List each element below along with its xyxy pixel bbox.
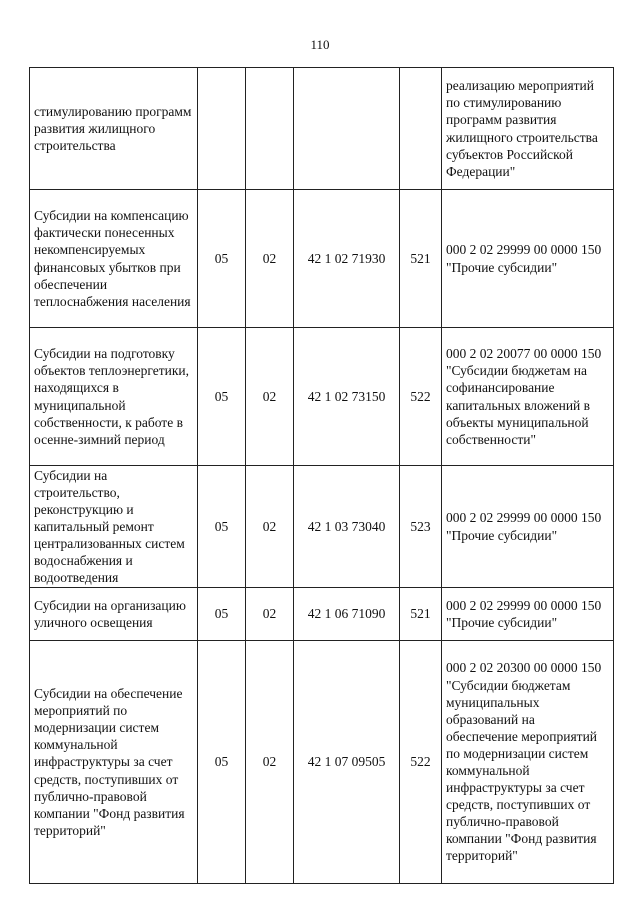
budget-table [29,67,614,884]
subsection-code: 02 [262,606,277,622]
section-code: 05 [214,754,229,770]
table-row [30,328,614,466]
income-code-cell [442,190,614,328]
section-cell [198,466,246,588]
target-code: 42 1 06 71090 [307,606,386,622]
subsection-cell [246,641,294,884]
expense-type-cell [400,466,442,588]
subsection-code: 02 [262,518,277,534]
expense-name: Субсидии на подготовку объектов теплоэнергетики, находящихся в муниципальной собственности, к работе в осенне-зимний период [34,346,190,447]
section-cell [198,588,246,641]
target-code-cell [294,68,400,190]
income-code-cell [442,68,614,190]
income-code-cell [442,588,614,641]
table-row [30,68,614,190]
expense-type: 521 [410,606,431,622]
income-code-cell [442,641,614,884]
target-code-cell [294,190,400,328]
expense-name-cell [30,641,198,884]
expense-type-cell [400,588,442,641]
subsection-cell [246,466,294,588]
expense-name-cell [30,68,198,190]
expense-name: стимулированию программ развития жилищного строительства [34,103,192,154]
target-code-cell [294,466,400,588]
expense-name: Субсидии на организацию уличного освещения [34,597,186,630]
section-cell [198,328,246,466]
expense-name-cell [30,466,198,588]
subsection-code: 02 [262,250,277,266]
target-code-cell [294,328,400,466]
subsection-code: 02 [262,388,277,404]
target-code-cell [294,641,400,884]
expense-type-cell [400,68,442,190]
target-code: 42 1 02 71930 [307,250,386,266]
income-code: 000 2 02 20300 00 0000 150 "Субсидии бюджетам муниципальных образований на обеспечение мероприятий по модернизации систем коммунальной инфраструктуры за счет средств, поступивших от публично-правовой компании "Фонд развития территорий" [446,660,602,864]
subsection-cell [246,190,294,328]
expense-name-cell [30,190,198,328]
table-row [30,466,614,588]
income-code: 000 2 02 20077 00 0000 150 "Субсидии бюджетам на софинансирование капитальных вложений в объекты муниципальной собственности" [446,346,602,447]
income-code: 000 2 02 29999 00 0000 150 "Прочие субсидии" [446,242,602,275]
section-code: 05 [214,606,229,622]
expense-type-cell [400,328,442,466]
expense-type: 521 [410,250,431,266]
income-code: 000 2 02 29999 00 0000 150 "Прочие субсидии" [446,597,602,630]
subsection-cell [246,68,294,190]
expense-name: Субсидии на компенсацию фактически понесенных некомпенсируемых финансовых убытков при обеспечении теплоснабжения населения [34,208,191,309]
table-row [30,190,614,328]
expense-type-cell [400,641,442,884]
page-number: 110 [310,37,330,52]
expense-type: 522 [410,388,431,404]
subsection-cell [246,588,294,641]
target-code: 42 1 03 73040 [307,518,386,534]
income-code-cell [442,328,614,466]
expense-name: Субсидии на строительство, реконструкцию и капитальный ремонт централизованных систем водоснабжения и водоотведения [34,467,185,586]
section-code: 05 [214,388,229,404]
expense-type: 522 [410,754,431,770]
income-code-cell [442,466,614,588]
table-row [30,641,614,884]
expense-name-cell [30,588,198,641]
section-cell [198,190,246,328]
expense-type-cell [400,190,442,328]
expense-name: Субсидии на обеспечение мероприятий по модернизации систем коммунальной инфраструктуры за счет средств, поступивших от публично-правовой компании "Фонд развития территорий" [34,686,185,838]
table-row [30,588,614,641]
section-cell [198,68,246,190]
expense-type: 523 [410,518,431,534]
income-code: реализацию мероприятий по стимулированию программ развития жилищного строительства субъектов Российской Федерации" [446,78,598,179]
section-code: 05 [214,518,229,534]
subsection-cell [246,328,294,466]
section-cell [198,641,246,884]
section-code: 05 [214,250,229,266]
income-code: 000 2 02 29999 00 0000 150 "Прочие субсидии" [446,510,602,543]
target-code: 42 1 02 73150 [307,388,386,404]
target-code-cell [294,588,400,641]
target-code: 42 1 07 09505 [307,754,386,770]
subsection-code: 02 [262,754,277,770]
expense-name-cell [30,328,198,466]
